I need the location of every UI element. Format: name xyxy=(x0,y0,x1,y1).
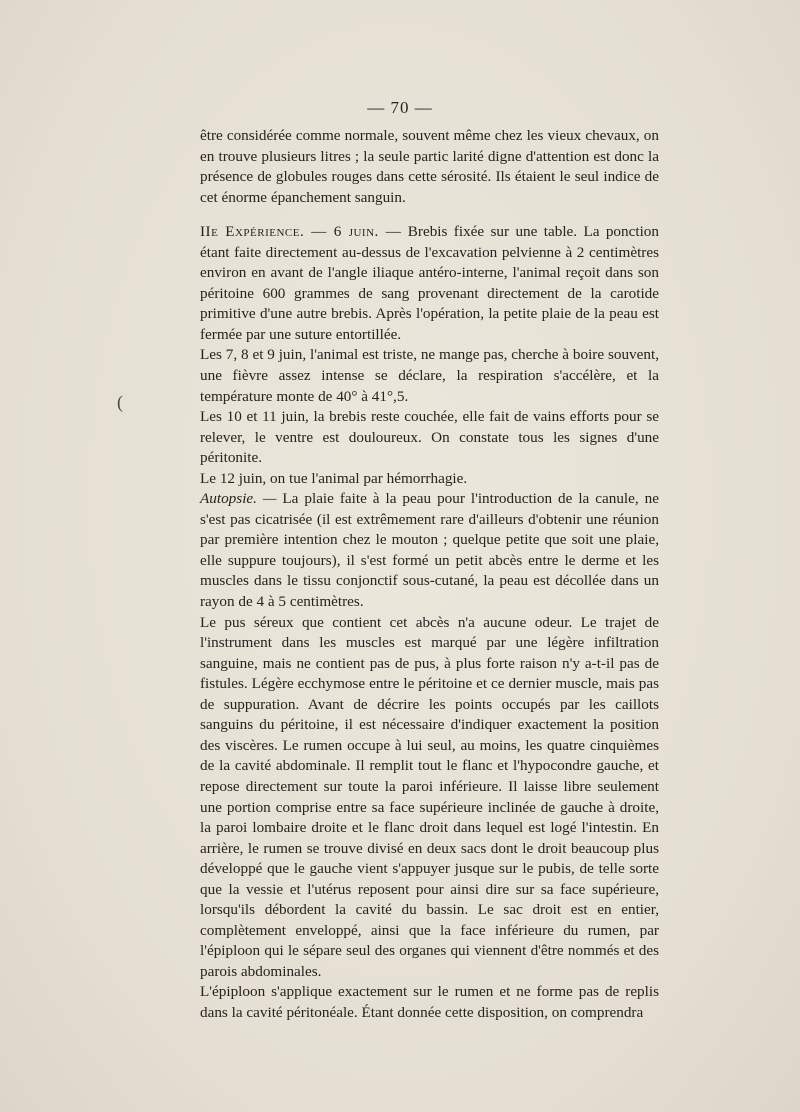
paragraph-1: être considérée comme normale, souvent même chez les vieux chevaux, on en trouve plusieurs litres ; la seule partic larité digne d'attention est donc la présence de globules rouges dans cette sérosité. Ils étaient le seul indice de cet énorme épanchement sanguin. xyxy=(200,127,659,206)
paragraph-8: L'épiploon s'applique exactement sur le rumen et ne forme pas de replis dans la cavité péritonéale. Étant donnée cette disposition, on comprendra xyxy=(200,983,659,1021)
paragraph-7: Le pus séreux que contient cet abcès n'a aucune odeur. Le trajet de l'instrument dans les muscles est marqué par une légère infiltration sanguine, mais ne contient pas de pus, à plus forte raison n'y a-t-il pas de fistules. Légère ecchymose entre le péritoine et ce dernier muscle, mais pas de suppuration. Avant de décrire les points occupés par les caillots sanguins du péritoine, il est nécessaire d'indiquer exactement la position des viscères. Le rumen occupe à lui seul, au moins, les quatre cinquièmes de la cavité abdominale. Il remplit tout le flanc et l'hypocondre gauche, et repose directement sur toute la paroi inférieure. Il laisse libre seulement une portion comprise entre sa face supérieure inclinée de gauche à droite, la paroi lombaire droite et le flanc droit dans lequel est logé l'intestin. En arrière, le rumen se trouve divisé en deux sacs dont le droit beaucoup plus développé que le gauche vient s'appuyer jusque sur le pubis, de telle sorte que la vessie et l'utérus reposent pour ainsi dire sur sa face supérieure, lorsqu'ils débordent la cavité du bassin. Le sac droit est en entier, complètement enveloppé, ainsi que la face inférieure du rumen, par l'épiploon qui le sépare seul des organes qui viennent d'être nommés et des parois abdominales. xyxy=(200,613,659,980)
autopsie-label: Autopsie. — xyxy=(200,490,277,508)
autopsie-text: La plaie faite à la peau pour l'introduction de la canule, ne s'est pas cicatrisée (il est extrêmement rare d'ailleurs d'obtenir une réunion par première intention chez le mouton ; quelque petite que soit une plaie, elle suppure toujours), il s'est formé un petit abcès entre le derme et les muscles dans le tissu conjonctif sous-cutané, la peau est décollée dans un rayon de 4 à 5 centimètres. xyxy=(200,490,659,611)
paragraph-autopsie xyxy=(200,489,659,612)
experience-text: Brebis fixée sur une table. La ponction étant faite directement au-dessus de l'excavation pelvienne à 2 centimètres environ en avant de l'angle iliaque antéro-interne, l'animal reçoit dans son péritoine 600 grammes de sang provenant directement de la carotide primitive d'une autre brebis. Après l'opération, la petite plaie de la peau est fermée par une suture entortillée. xyxy=(200,223,659,343)
paragraph-experience xyxy=(200,222,659,345)
experience-heading: IIe Expérience. — 6 juin. — xyxy=(200,223,402,241)
body-text xyxy=(200,126,659,1024)
page-number: — 70 — xyxy=(367,98,433,117)
margin-mark: ( xyxy=(117,392,123,412)
paragraph-5: Le 12 juin, on tue l'animal par hémorrhagie. xyxy=(200,469,468,487)
paragraph-4: Les 10 et 11 juin, la brebis reste couchée, elle fait de vains efforts pour se relever, le ventre est douloureux. On constate tous les signes d'une péritonite. xyxy=(200,408,659,467)
paragraph-3: Les 7, 8 et 9 juin, l'animal est triste, ne mange pas, cherche à boire souvent, une fièvre assez intense se déclare, la respiration s'accélère, et la température monte de 40° à 41°,5. xyxy=(200,346,659,405)
